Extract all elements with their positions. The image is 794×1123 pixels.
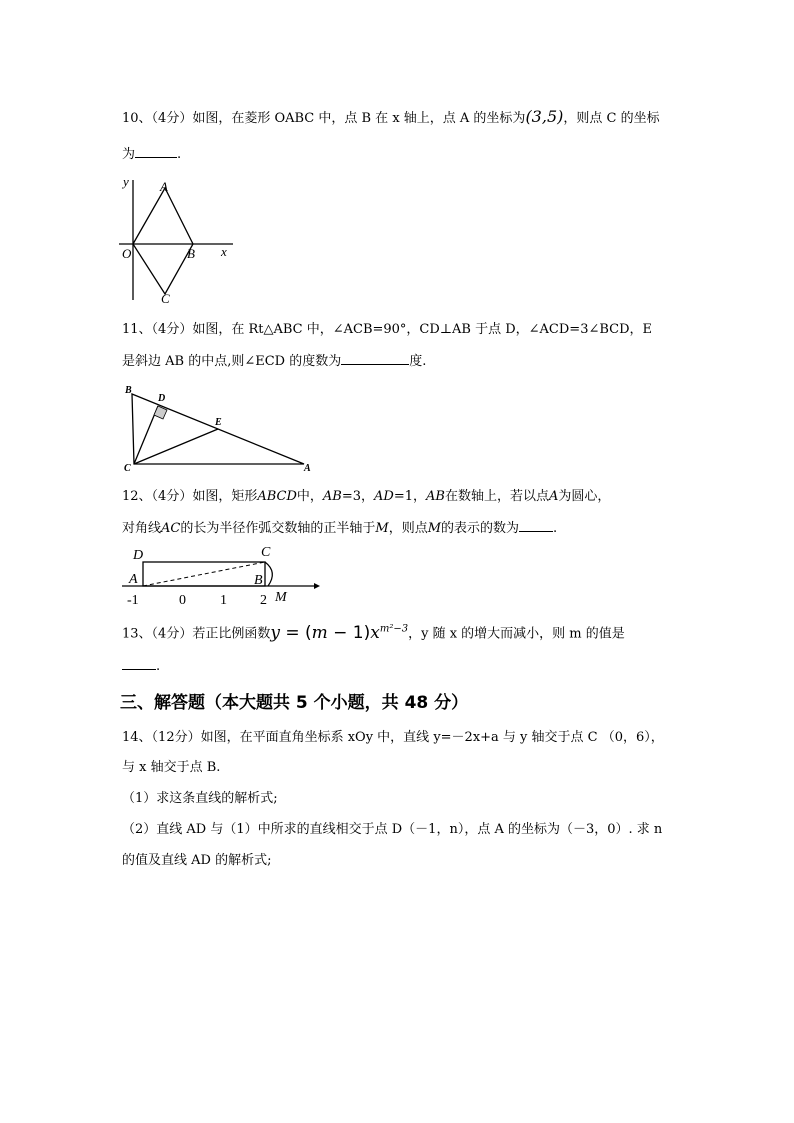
- q14-part2-line1: （2）直线 AD 与（1）中所求的直线相交于点 D（－1，n），点 A 的坐标为（－3，0）. 求 n: [122, 822, 663, 837]
- q13-line2: [122, 657, 160, 676]
- q14-line2: 与 x 轴交于点 B.: [122, 760, 221, 775]
- q14-line1: 14、（12分）如图，在平面直角坐标系 xOy 中，直线 y=－2x+a 与 y 轴交于点 C （0，6），: [122, 730, 664, 745]
- q13-end: .: [156, 659, 161, 674]
- tick-label-neg1: -1: [127, 593, 139, 608]
- q10-answer-blank: [135, 145, 177, 158]
- formula-eq: = (: [285, 622, 312, 643]
- q13-answer-blank: [122, 657, 156, 670]
- q10-coord: (3,5): [525, 107, 564, 126]
- label-d: D: [133, 548, 144, 563]
- label-e: E: [215, 417, 222, 428]
- q12-math-ac: AC: [161, 521, 181, 536]
- q13-prefix: 13、（4分）若正比例函数: [122, 626, 271, 642]
- q12-line2: [122, 519, 557, 538]
- label-c: C: [124, 463, 131, 474]
- formula-exponent: m²−3: [379, 623, 409, 634]
- q10-text-prefix: 10、（4分）如图，在菱形 OABC 中，点 B 在 x 轴上，点 A 的坐标为: [122, 111, 526, 126]
- q13-line1: [122, 618, 625, 646]
- q12-text: 在数轴上，若以点: [444, 489, 549, 504]
- arc-to-m: [265, 562, 272, 586]
- q12-answer-blank: [519, 519, 553, 532]
- label-x: x: [221, 244, 227, 259]
- label-y: y: [123, 174, 129, 189]
- label-d: D: [158, 393, 166, 404]
- tick-label-2: 2: [260, 593, 267, 608]
- q10-line2: [122, 145, 181, 164]
- q10-line2-prefix: 为: [122, 147, 136, 162]
- label-m: M: [275, 590, 287, 605]
- label-c: C: [261, 545, 271, 560]
- formula-y: y: [270, 622, 280, 643]
- q12-text: 中，: [296, 489, 323, 504]
- formula-minus1: − 1): [333, 622, 371, 643]
- tick-label-0: 0: [179, 593, 186, 608]
- q12-math-ab: AB: [426, 489, 445, 504]
- q12-text: =1，: [393, 489, 427, 504]
- q11-line1: 11、（4分）如图，在 Rt△ABC 中，∠ACB=90°，CD⊥AB 于点 D，∠ACD=3∠BCD，E: [122, 322, 653, 337]
- q10-line1: [122, 108, 660, 128]
- section-title: 三、解答题（本大题共 5 个小题，共 48 分）: [120, 693, 469, 713]
- label-b: B: [254, 573, 263, 588]
- q12-text: 的长为半径作弧交数轴的正半轴于: [180, 521, 376, 536]
- tick-label-1: 1: [220, 593, 227, 608]
- q11-line2: [122, 352, 426, 371]
- label-c: C: [161, 291, 170, 306]
- label-a: A: [129, 572, 138, 587]
- label-a: A: [160, 179, 168, 194]
- q12-math-ad: AD: [374, 489, 394, 504]
- q12-math-m: M: [427, 521, 442, 536]
- q12-text: =3，: [341, 489, 375, 504]
- q14-part2-line2: 的值及直线 AD 的解析式;: [122, 853, 272, 868]
- q11-answer-blank: [341, 352, 409, 365]
- diagonal-ac: [143, 562, 265, 586]
- q12-math-ab: AB: [322, 489, 342, 504]
- q11-line2-suffix: 度.: [409, 354, 427, 369]
- q12-math-abcd: ABCD: [257, 489, 297, 504]
- q12-math-a: A: [548, 489, 559, 504]
- q12-text: 12、（4分）如图，矩形: [122, 489, 258, 504]
- q12-line1: [122, 488, 610, 506]
- rhombus-oabc: [133, 188, 193, 294]
- q13-suffix: ，y 随 x 的增大而减小，则 m 的值是: [408, 626, 625, 642]
- label-o: O: [122, 246, 132, 261]
- number-line-arrow: [314, 583, 320, 589]
- q10-line2-suffix: .: [177, 147, 182, 162]
- q10-text-suffix: ，则点 C 的坐标: [563, 111, 660, 126]
- q10-rhombus-figure: [115, 170, 245, 310]
- label-a: A: [304, 463, 311, 474]
- q13-formula: [270, 623, 408, 643]
- q12-math-m: M: [375, 521, 389, 536]
- q12-text: 对角线: [122, 521, 162, 536]
- formula-m: m: [311, 622, 328, 643]
- label-b: B: [187, 246, 195, 261]
- q11-triangle-figure: [118, 382, 318, 474]
- q12-numberline-figure: [118, 542, 328, 610]
- label-b: B: [125, 385, 132, 396]
- q12-text: 为圆心，: [558, 489, 611, 504]
- formula-x: x: [370, 622, 380, 643]
- q12-text: .: [553, 521, 558, 536]
- q14-part1: （1）求这条直线的解析式;: [122, 791, 278, 806]
- q11-line2-prefix: 是斜边 AB 的中点,则∠ECD 的度数为: [122, 354, 342, 369]
- q12-text: ，则点: [388, 521, 428, 536]
- q12-text: 的表示的数为: [441, 521, 520, 536]
